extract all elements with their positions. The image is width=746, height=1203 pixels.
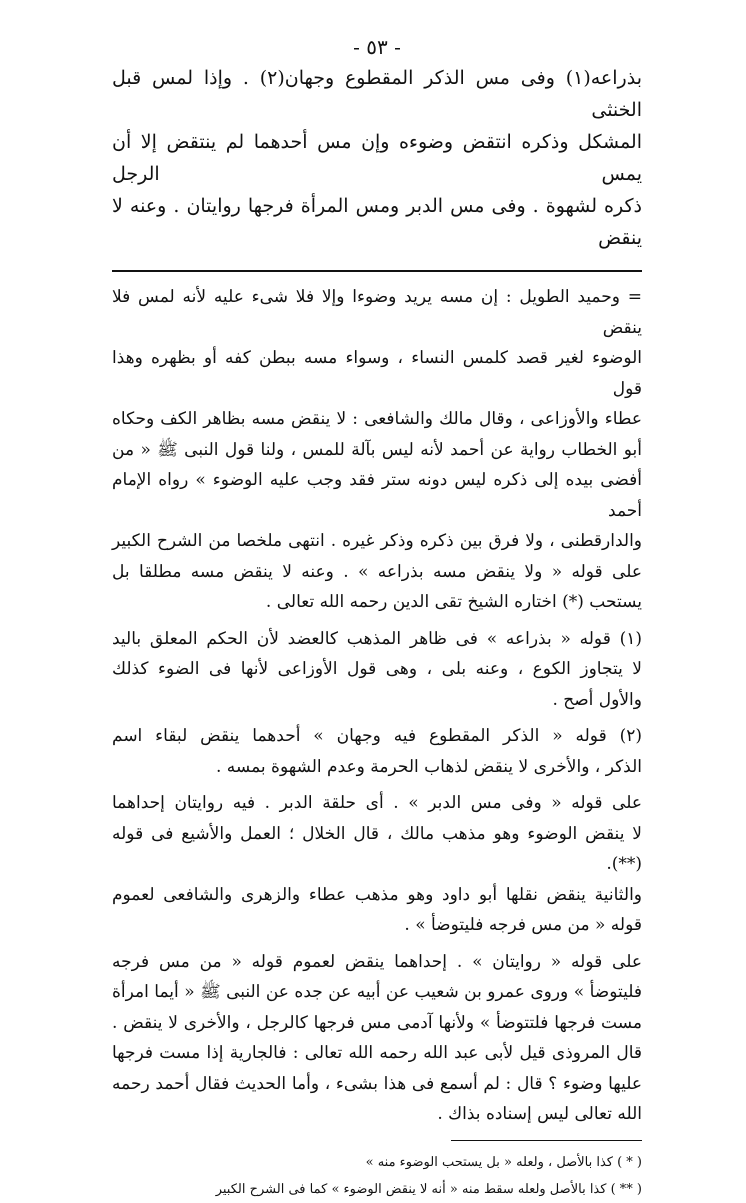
page-number: - ٥٣ -	[353, 35, 401, 59]
commentary-line: يستحب (*) اختاره الشيخ تقى الدين رحمه الله تعالى .	[265, 592, 642, 612]
commentary-line: على قوله « روايتان » . إحداهما ينقض لعموم قوله « من مس فرجه	[112, 951, 642, 972]
commentary-line: أبو الخطاب رواية عن أحمد لأنه ليس بآلة للمس ، ولنا قول النبى ﷺ « من	[112, 439, 642, 460]
editor-note: ( ** ) كذا بالأصل ولعله سقط منه « أنه لا ينقض الوضوء » كما فى الشرح الكبير	[215, 1181, 642, 1197]
footnote-1-line: لا يتجاوز الكوع ، وعنه بلى ، وهى قول الأوزاعى لأنها فى الضوء كذلك	[112, 659, 642, 679]
commentary-line: لا ينقض الوضوء وهو مذهب مالك ، قال الخلال ؛ العمل والأشيع فى قوله (**).	[112, 823, 642, 874]
commentary	[112, 282, 642, 1130]
commentary-line: مست فرجها فلتتوضأ » ولأنها آدمى مس فرجها كالرجل ، والأخرى لا ينقض .	[112, 1012, 642, 1033]
commentary-line: أفضى بيده إلى ذكره ليس دونه ستر فقد وجب عليه الوضوء » رواه الإمام أحمد	[112, 470, 642, 521]
editor-note: ( * ) كذا بالأصل ، ولعله « بل يستحب الوضوء منه »	[365, 1154, 642, 1170]
footnote-2-line: الذكر ، والأخرى لا ينقض لذهاب الحرمة وعدم الشهوة بمسه .	[216, 756, 642, 777]
commentary-line: والثانية ينقض نقلها أبو داود وهو مذهب عطاء والزهرى والشافعى لعموم	[112, 884, 642, 905]
footnote-2-line: (٢) قوله « الذكر المقطوع فيه وجهان » أحدهما ينقض لبقاء اسم	[112, 726, 642, 746]
editor-notes	[112, 1149, 642, 1203]
commentary-line: على قوله « ولا ينقض مسه بذراعه » . وعنه لا ينقض مسه مطلقا بل	[112, 561, 642, 582]
main-text	[112, 62, 642, 254]
commentary-line: عطاء والأوزاعى ، وقال مالك والشافعى : لا ينقض مسه بظاهر الكف وحكاه	[112, 409, 642, 429]
commentary-line: عليها وضوء ؟ قال : لم أسمع فى هذا بشىء ، وأما الحديث فقال أحمد رحمه	[112, 1073, 642, 1094]
commentary-line: والدارقطنى ، ولا فرق بين ذكره وذكر غيره . انتهى ملخصا من الشرح الكبير	[112, 531, 642, 551]
commentary-line: = وحميد الطويل : إن مسه يريد وضوءا وإلا فلا شىء عليه لأنه لمس فلا ينقض	[112, 287, 642, 338]
commentary-line: الله تعالى ليس إسناده بذاك .	[437, 1104, 642, 1124]
footnote-1-line: والأول أصح .	[552, 689, 642, 710]
footnote-1-line: (١) قوله « بذراعه » فى ظاهر المذهب كالعضد لأن الحكم المعلق باليد	[112, 628, 642, 649]
commentary-line: فليتوضأ » وروى عمرو بن شعيب عن أبيه عن جده عن النبى ﷺ « أيما امرأة	[112, 982, 642, 1002]
main-text-line: المشكل وذكره انتقض وضوءه وإن مس أحدهما لم ينتقض إلا أن يمس الرجل	[112, 131, 642, 185]
separator-rule	[112, 270, 642, 272]
commentary-line: الوضوء لغير قصد كلمس النساء ، وسواء مسه ببطن كفه أو بظهره وهذا قول	[112, 348, 642, 399]
main-text-line: ذكره لشهوة . وفى مس الدبر ومس المرأة فرجها روايتان . وعنه لا ينقض	[112, 195, 642, 249]
commentary-line: قوله « من مس فرجه فليتوضأ » .	[404, 915, 642, 935]
footnote-rule	[451, 1140, 642, 1141]
commentary-line: على قوله « وفى مس الدبر » . أى حلقة الدبر . فيه روايتان إحداهما	[112, 793, 642, 813]
commentary-line: قال المروذى قيل لأبى عبد الله رحمه الله تعالى : فالجارية إذا مست فرجها	[112, 1043, 642, 1063]
main-text-line: بذراعه(١) وفى مس الذكر المقطوع وجهان(٢) . وإذا لمس قبل الخنثى	[112, 67, 642, 121]
